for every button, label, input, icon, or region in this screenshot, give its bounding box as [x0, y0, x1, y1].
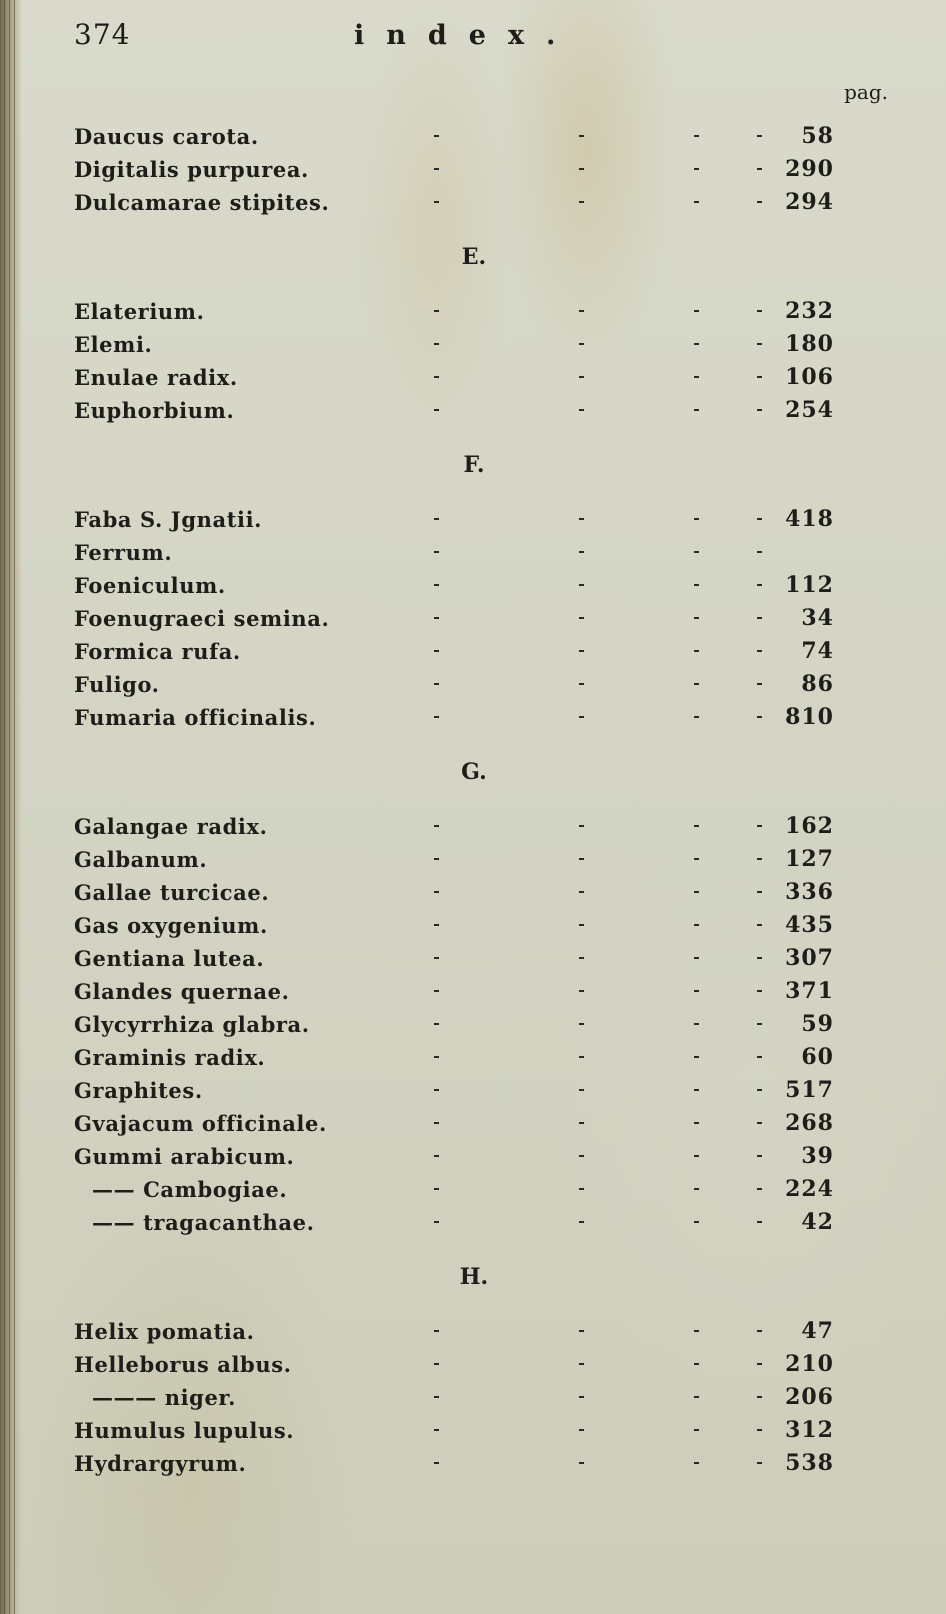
section-letter: E. — [461, 244, 487, 270]
leader-dash — [434, 1221, 439, 1223]
leader-dash — [579, 924, 584, 926]
leader-dash — [579, 716, 584, 718]
entry-page-number: 538 — [785, 1450, 834, 1476]
leader-dash — [757, 1330, 762, 1332]
leader-dash — [434, 135, 439, 137]
leader-dash — [579, 376, 584, 378]
index-entry — [74, 602, 894, 635]
index-entry — [74, 328, 894, 361]
entry-page-number: 34 — [801, 605, 834, 631]
index-entry — [74, 1041, 894, 1074]
leader-dash — [694, 168, 699, 170]
entry-name: Ferrum. — [74, 540, 173, 565]
leader-dash — [694, 957, 699, 959]
leader-dash — [757, 1122, 762, 1124]
leader-dash — [434, 376, 439, 378]
section-spacer — [74, 219, 894, 239]
leader-dash — [434, 518, 439, 520]
leader-dash — [579, 1396, 584, 1398]
leader-dash — [434, 825, 439, 827]
index-entry — [74, 942, 894, 975]
entry-name: Foenugraeci semina. — [74, 606, 330, 631]
section-spacer — [74, 734, 894, 754]
spine-edge-line — [14, 0, 15, 1614]
leader-dash — [757, 650, 762, 652]
section-spacer — [74, 427, 894, 447]
leader-dash — [757, 924, 762, 926]
leader-dash — [757, 584, 762, 586]
leader-dash — [694, 891, 699, 893]
index-entry — [74, 1447, 894, 1480]
entry-name: —— tragacanthae. — [92, 1210, 315, 1235]
leader-dash — [434, 924, 439, 926]
leader-dash — [579, 1330, 584, 1332]
leader-dash — [694, 1429, 699, 1431]
entry-name: Elaterium. — [74, 299, 205, 324]
leader-dash — [757, 990, 762, 992]
leader-dash — [757, 551, 762, 553]
leader-dash — [579, 617, 584, 619]
entry-page-number: 112 — [785, 572, 834, 598]
entry-page-number: 210 — [785, 1351, 834, 1377]
index-entry — [74, 1348, 894, 1381]
leader-dash — [694, 825, 699, 827]
index-entry — [74, 843, 894, 876]
entry-name: ——— niger. — [92, 1385, 237, 1410]
leader-dash — [757, 310, 762, 312]
leader-dash — [694, 1155, 699, 1157]
leader-dash — [757, 858, 762, 860]
entry-name: Gentiana lutea. — [74, 946, 265, 971]
entry-name: Galbanum. — [74, 847, 208, 872]
leader-dash — [434, 1396, 439, 1398]
index-entry — [74, 909, 894, 942]
leader-dash — [434, 1122, 439, 1124]
index-entry — [74, 1074, 894, 1107]
index-entry — [74, 1315, 894, 1348]
entry-page-number: 224 — [785, 1176, 834, 1202]
section-letter: F. — [463, 452, 485, 478]
leader-dash — [694, 409, 699, 411]
leader-dash — [434, 1056, 439, 1058]
leader-dash — [757, 409, 762, 411]
section-spacer — [74, 275, 894, 295]
entry-page-number: 74 — [801, 638, 834, 664]
entry-name: Graphites. — [74, 1078, 203, 1103]
entry-name: Graminis radix. — [74, 1045, 266, 1070]
index-entry — [74, 394, 894, 427]
leader-dash — [434, 990, 439, 992]
leader-dash — [694, 201, 699, 203]
leader-dash — [757, 1429, 762, 1431]
entry-name: Humulus lupulus. — [74, 1418, 295, 1443]
leader-dash — [757, 1462, 762, 1464]
leader-dash — [694, 551, 699, 553]
leader-dash — [579, 825, 584, 827]
leader-dash — [757, 1221, 762, 1223]
entry-page-number: 294 — [785, 189, 834, 215]
index-entry — [74, 635, 894, 668]
leader-dash — [757, 1155, 762, 1157]
leader-dash — [694, 683, 699, 685]
leader-dash — [579, 891, 584, 893]
leader-dash — [694, 376, 699, 378]
leader-dash — [434, 617, 439, 619]
entry-page-number: 180 — [785, 331, 834, 357]
leader-dash — [579, 1188, 584, 1190]
entry-name: Galangae radix. — [74, 814, 268, 839]
leader-dash — [694, 343, 699, 345]
entry-name: Gvajacum officinale. — [74, 1111, 327, 1136]
leader-dash — [757, 1188, 762, 1190]
leader-dash — [694, 617, 699, 619]
index-entry — [74, 186, 894, 219]
leader-dash — [579, 1429, 584, 1431]
section-letter-heading — [74, 754, 894, 790]
leader-dash — [757, 135, 762, 137]
leader-dash — [434, 201, 439, 203]
leader-dash — [694, 1122, 699, 1124]
leader-dash — [694, 858, 699, 860]
leader-dash — [579, 409, 584, 411]
leader-dash — [434, 1155, 439, 1157]
entry-page-number: 47 — [801, 1318, 834, 1344]
index-entry — [74, 569, 894, 602]
leader-dash — [434, 168, 439, 170]
leader-dash — [434, 551, 439, 553]
index-entry — [74, 1414, 894, 1447]
index-entry — [74, 536, 894, 569]
leader-dash — [579, 1089, 584, 1091]
leader-dash — [694, 1462, 699, 1464]
index-entry — [74, 1107, 894, 1140]
entry-page-number: 162 — [785, 813, 834, 839]
entry-page-number: 435 — [785, 912, 834, 938]
entry-page-number: 517 — [785, 1077, 834, 1103]
entry-page-number: 86 — [801, 671, 834, 697]
entry-page-number: 371 — [785, 978, 834, 1004]
section-letter-heading — [74, 239, 894, 275]
index-entry — [74, 361, 894, 394]
entry-name: Foeniculum. — [74, 573, 226, 598]
leader-dash — [434, 1363, 439, 1365]
leader-dash — [694, 1221, 699, 1223]
section-spacer — [74, 1239, 894, 1259]
leader-dash — [694, 650, 699, 652]
section-spacer — [74, 790, 894, 810]
leader-dash — [434, 409, 439, 411]
leader-dash — [757, 617, 762, 619]
entry-name: Hydrargyrum. — [74, 1451, 247, 1476]
leader-dash — [434, 957, 439, 959]
entry-name: Helix pomatia. — [74, 1319, 255, 1344]
leader-dash — [434, 716, 439, 718]
index-entry — [74, 503, 894, 536]
leader-dash — [434, 891, 439, 893]
index-list — [74, 120, 894, 1480]
leader-dash — [694, 310, 699, 312]
entry-page-number: 418 — [785, 506, 834, 532]
leader-dash — [579, 168, 584, 170]
leader-dash — [694, 990, 699, 992]
entry-name: Fuligo. — [74, 672, 160, 697]
index-entry — [74, 153, 894, 186]
entry-name: Gummi arabicum. — [74, 1144, 295, 1169]
leader-dash — [694, 135, 699, 137]
index-entry — [74, 120, 894, 153]
entry-name: Fumaria officinalis. — [74, 705, 317, 730]
index-entry — [74, 295, 894, 328]
entry-page-number: 59 — [801, 1011, 834, 1037]
index-entry — [74, 876, 894, 909]
leader-dash — [579, 584, 584, 586]
leader-dash — [757, 343, 762, 345]
leader-dash — [757, 825, 762, 827]
leader-dash — [694, 1188, 699, 1190]
leader-dash — [579, 990, 584, 992]
leader-dash — [757, 1396, 762, 1398]
leader-dash — [757, 518, 762, 520]
entry-name: Daucus carota. — [74, 124, 259, 149]
leader-dash — [757, 168, 762, 170]
leader-dash — [757, 1056, 762, 1058]
index-entry — [74, 1140, 894, 1173]
leader-dash — [579, 343, 584, 345]
entry-page-number: 42 — [801, 1209, 834, 1235]
leader-dash — [434, 1023, 439, 1025]
leader-dash — [434, 683, 439, 685]
index-entry — [74, 810, 894, 843]
spine-edge-line — [9, 0, 10, 1614]
leader-dash — [579, 1023, 584, 1025]
leader-dash — [434, 1188, 439, 1190]
leader-dash — [579, 1122, 584, 1124]
entry-name: Enulae radix. — [74, 365, 238, 390]
leader-dash — [757, 376, 762, 378]
leader-dash — [757, 1089, 762, 1091]
page-header — [74, 18, 894, 62]
leader-dash — [757, 1023, 762, 1025]
section-spacer — [74, 1295, 894, 1315]
index-entry — [74, 1173, 894, 1206]
entry-page-number: 127 — [785, 846, 834, 872]
leader-dash — [757, 891, 762, 893]
leader-dash — [694, 1089, 699, 1091]
leader-dash — [434, 343, 439, 345]
leader-dash — [757, 683, 762, 685]
entry-page-number: 810 — [785, 704, 834, 730]
leader-dash — [579, 310, 584, 312]
entry-name: Elemi. — [74, 332, 153, 357]
leader-dash — [757, 957, 762, 959]
entry-page-number: 290 — [785, 156, 834, 182]
entry-page-number: 60 — [801, 1044, 834, 1070]
index-entry — [74, 1008, 894, 1041]
section-letter: G. — [461, 759, 487, 785]
leader-dash — [579, 858, 584, 860]
leader-dash — [579, 135, 584, 137]
leader-dash — [694, 716, 699, 718]
leader-dash — [757, 716, 762, 718]
running-head: index. — [354, 20, 578, 51]
leader-dash — [579, 683, 584, 685]
section-letter: H. — [459, 1264, 489, 1290]
entry-name: Glandes quernae. — [74, 979, 290, 1004]
section-spacer — [74, 483, 894, 503]
leader-dash — [579, 957, 584, 959]
entry-name: Gas oxygenium. — [74, 913, 268, 938]
leader-dash — [694, 1023, 699, 1025]
leader-dash — [579, 1056, 584, 1058]
entry-page-number: 312 — [785, 1417, 834, 1443]
index-entry — [74, 1206, 894, 1239]
entry-name: —— Cambogiae. — [92, 1177, 288, 1202]
leader-dash — [434, 1462, 439, 1464]
index-entry — [74, 1381, 894, 1414]
leader-dash — [694, 584, 699, 586]
leader-dash — [694, 1363, 699, 1365]
entry-name: Dulcamarae stipites. — [74, 190, 330, 215]
leader-dash — [757, 1363, 762, 1365]
entry-page-number: 39 — [801, 1143, 834, 1169]
leader-dash — [694, 1396, 699, 1398]
leader-dash — [579, 650, 584, 652]
leader-dash — [434, 858, 439, 860]
leader-dash — [579, 518, 584, 520]
entry-page-number: 336 — [785, 879, 834, 905]
leader-dash — [694, 1330, 699, 1332]
entry-name: Faba S. Jgnatii. — [74, 507, 263, 532]
leader-dash — [579, 1221, 584, 1223]
leader-dash — [694, 924, 699, 926]
index-entry — [74, 975, 894, 1008]
leader-dash — [579, 201, 584, 203]
leader-dash — [579, 1155, 584, 1157]
page-number: 374 — [74, 18, 131, 51]
leader-dash — [694, 1056, 699, 1058]
section-letter-heading — [74, 1259, 894, 1295]
leader-dash — [434, 1330, 439, 1332]
leader-dash — [579, 1363, 584, 1365]
entry-page-number: 307 — [785, 945, 834, 971]
leader-dash — [757, 201, 762, 203]
entry-page-number: 254 — [785, 397, 834, 423]
entry-page-number: 106 — [785, 364, 834, 390]
page-column-label: pag. — [844, 80, 888, 104]
section-letter-heading — [74, 447, 894, 483]
leader-dash — [434, 1089, 439, 1091]
entry-name: Digitalis purpurea. — [74, 157, 309, 182]
spine-edge-line — [4, 0, 5, 1614]
entry-name: Glycyrrhiza glabra. — [74, 1012, 310, 1037]
entry-name: Helleborus albus. — [74, 1352, 292, 1377]
entry-name: Formica rufa. — [74, 639, 241, 664]
entry-name: Euphorbium. — [74, 398, 235, 423]
entry-page-number: 268 — [785, 1110, 834, 1136]
leader-dash — [434, 650, 439, 652]
index-entry — [74, 668, 894, 701]
entry-name: Gallae turcicae. — [74, 880, 270, 905]
leader-dash — [434, 310, 439, 312]
index-entry — [74, 701, 894, 734]
entry-page-number: 58 — [801, 123, 834, 149]
leader-dash — [579, 551, 584, 553]
leader-dash — [694, 518, 699, 520]
leader-dash — [434, 584, 439, 586]
entry-page-number: 232 — [785, 298, 834, 324]
leader-dash — [579, 1462, 584, 1464]
entry-page-number: 206 — [785, 1384, 834, 1410]
leader-dash — [434, 1429, 439, 1431]
